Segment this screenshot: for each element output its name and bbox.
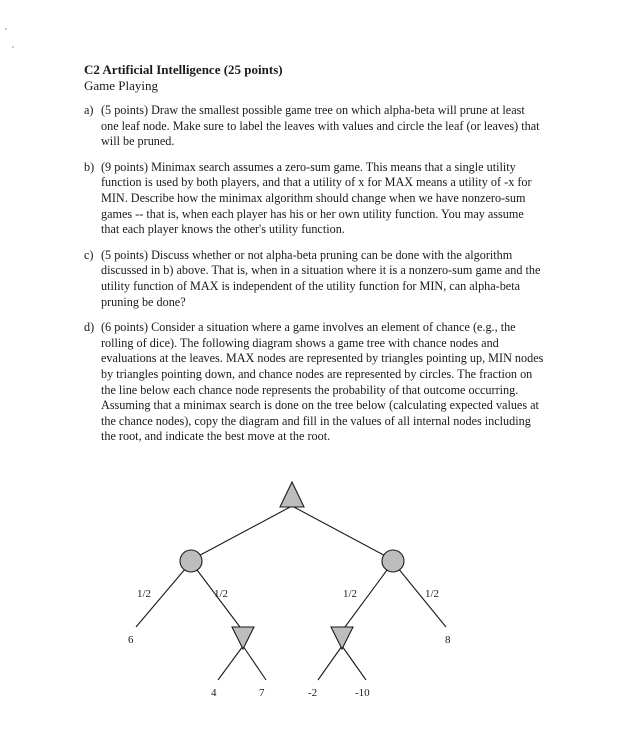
page-title: C2 Artificial Intelligence (25 points) [84, 62, 283, 77]
probability-label: 1/2 [214, 588, 229, 600]
edge-min-right-leaf-b [342, 646, 366, 680]
edge-chance-right-leaf [393, 562, 446, 627]
question-label: a) [84, 103, 94, 117]
edge-min-left-leaf-b [243, 646, 266, 680]
edge-min-right-leaf-a [318, 646, 342, 680]
edge-min-left-leaf-a [218, 646, 243, 680]
question-b [84, 160, 544, 238]
scan-speck [12, 46, 14, 48]
chance-node-right [382, 550, 404, 572]
question-label: d) [84, 320, 95, 335]
edge-chance-right-min [342, 562, 393, 631]
page-subtitle: Game Playing [84, 78, 159, 93]
leaf-value: 4 [211, 687, 217, 699]
edge-root-chance-right [292, 506, 393, 560]
probability-label: 1/2 [343, 588, 358, 600]
probability-label: 1/2 [137, 588, 152, 600]
question-label: b) [84, 159, 95, 174]
edge-root-chance-left [191, 506, 292, 560]
edge-chance-left-leaf [136, 562, 191, 627]
question-a [84, 103, 544, 150]
leaf-value: -2 [308, 687, 318, 699]
scan-speck [5, 28, 7, 30]
question-text: (6 points) Consider a situation where a game involves an element of chance (e.g., the rolling of dice). The following diagram shows a game tree with chance nodes and evaluations at the leaves. MAX nodes are represented by triangles pointing up, MIN nodes by triangles pointing down, and chance nodes are represented by circles. The fraction on the line below each chance node represents the probability of that outcome occurring. Assuming that a minimax search is done on the tree below (calculating expected values at the chance nodes), copy the diagram and fill in the values of all internal nodes including the root, and indicate the best move at the root. [101, 320, 544, 444]
exam-page [84, 62, 544, 455]
leaf-value: 6 [128, 634, 134, 646]
probability-label: 1/2 [425, 588, 440, 600]
question-c [84, 248, 544, 310]
question-text: (5 points) Discuss whether or not alpha-beta pruning can be done with the algorithm discussed in b) above. That is, when in a situation where it is a nonzero-sum game and the utility function of MAX is independent of the utility function for MIN, can alpha-beta pruning be done? [101, 247, 541, 309]
leaf-value: 7 [259, 687, 265, 699]
leaf-value: 8 [445, 634, 451, 646]
question-text: (5 points) Draw the smallest possible game tree on which alpha-beta will prune at least one leaf node. Make sure to label the leaves with values and circle the leaf (or leaves) that will be pruned. [101, 103, 540, 149]
question-text: (9 points) Minimax search assumes a zero-sum game. This means that a single utility function is used by both players, and that a utility of x for MAX means a utility of -x for MIN. Describe how the minimax algorithm should change when we have nonzero-sum games -- that is, when each player has his or her own utility function. You may assume that each player knows the other's utility function. [101, 159, 532, 237]
question-label: c) [84, 247, 94, 262]
max-root-node [280, 482, 304, 507]
min-node-left [232, 627, 254, 649]
edge-chance-left-min [191, 562, 243, 631]
min-node-right [331, 627, 353, 649]
leaf-value: -10 [355, 687, 370, 699]
question-d [84, 320, 544, 445]
chance-node-left [180, 550, 202, 572]
